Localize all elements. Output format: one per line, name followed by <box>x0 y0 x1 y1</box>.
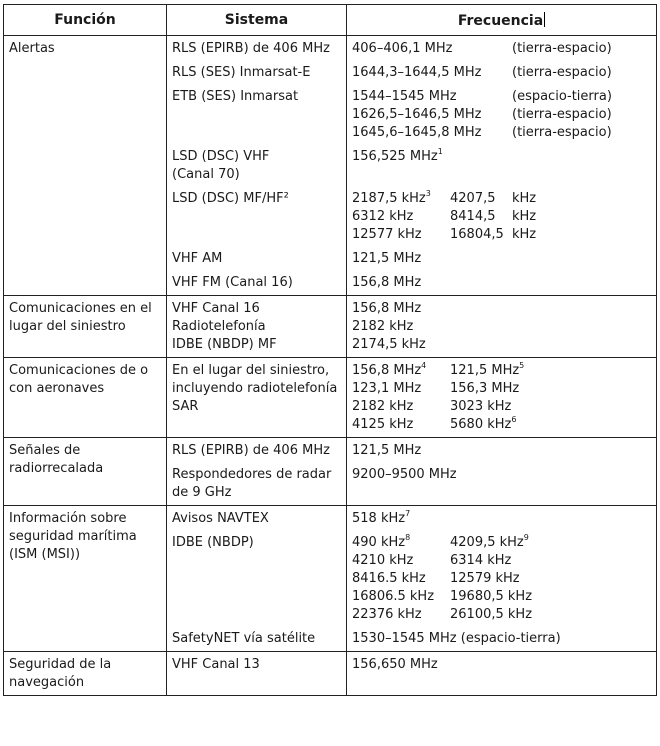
sistema-cell: RLS (EPIRB) de 406 MHz Respondedores de radar de 9 GHz <box>167 438 347 506</box>
frecuencia-cell: 156,8 MHz$^4$ 121,5 MHz$^5$ 123,1 MHz 156,3 MHz 2182 kHz 3023 kHz 4125 kHz 5680 kHz$^6$ <box>347 358 657 438</box>
sistema-cell: RLS (EPIRB) de 406 MHz RLS (SES) Inmarsat-E ETB (SES) Inmarsat LSD (DSC) VHF (Canal 70) LSD (DSC) MF/HF² VHF AM VHF FM (Canal 16) <box>167 36 347 296</box>
frecuencia-cell: 518 kHz$^7$ 490 kHz$^8$ 4209,5 kHz$^9$ 4210 kHz 6314 kHz 8416.5 kHz 12579 kHz 16806.5 kHz 19680,5 kHz 22376 kHz 26100,5 kHz 1530–1545 MHz (espacio-tierra) <box>347 506 657 652</box>
header-sistema: Sistema <box>167 5 347 36</box>
funcion-cell: Seguridad de la navegación <box>4 652 167 696</box>
text-cursor <box>544 12 545 27</box>
header-row <box>4 5 657 36</box>
table-row-navegacion <box>4 652 657 696</box>
table-row-alertas <box>4 36 657 296</box>
frecuencia-cell: 156,650 MHz <box>347 652 657 696</box>
funcion-cell: Información sobre seguridad marítima (ISM (MSI)) <box>4 506 167 652</box>
table-row-ism <box>4 506 657 652</box>
funcion-cell: Alertas <box>4 36 167 296</box>
funcion-cell: Comunicaciones de o con aeronaves <box>4 358 167 438</box>
sistema-cell: En el lugar del siniestro, incluyendo radiotelefonía SAR <box>167 358 347 438</box>
header-frecuencia: Frecuencia <box>347 5 657 36</box>
table-row-aeronaves <box>4 358 657 438</box>
sistema-cell: VHF Canal 16 Radiotelefonía IDBE (NBDP) MF <box>167 296 347 358</box>
table-row-siniestro <box>4 296 657 358</box>
header-funcion: Función <box>4 5 167 36</box>
sistema-cell: Avisos NAVTEX IDBE (NBDP) SafetyNET vía satélite <box>167 506 347 652</box>
table-row-radiorrecalada <box>4 438 657 506</box>
frequency-table <box>3 4 657 696</box>
frecuencia-cell: 121,5 MHz 9200–9500 MHz <box>347 438 657 506</box>
frecuencia-cell: 406–406,1 MHz (tierra-espacio) 1644,3–1644,5 MHz (tierra-espacio) 1544–1545 MHz (espacio-tierra) 1626,5–1646,5 MHz (tierra-espacio) 1645,6–1645,8 MHz (tierra-espacio) 156,525 MHz$^1$ 2187,5 kHz$^3$ 4207,5 kHz 6312 kHz 8414,5 kHz 12577 kHz 16804,5 kHz 121,5 MHz 156,8 MHz <box>347 36 657 296</box>
frecuencia-cell: 156,8 MHz 2182 kHz 2174,5 kHz <box>347 296 657 358</box>
funcion-cell: Señales de radiorrecalada <box>4 438 167 506</box>
funcion-cell: Comunicaciones en el lugar del siniestro <box>4 296 167 358</box>
sistema-cell: VHF Canal 13 <box>167 652 347 696</box>
